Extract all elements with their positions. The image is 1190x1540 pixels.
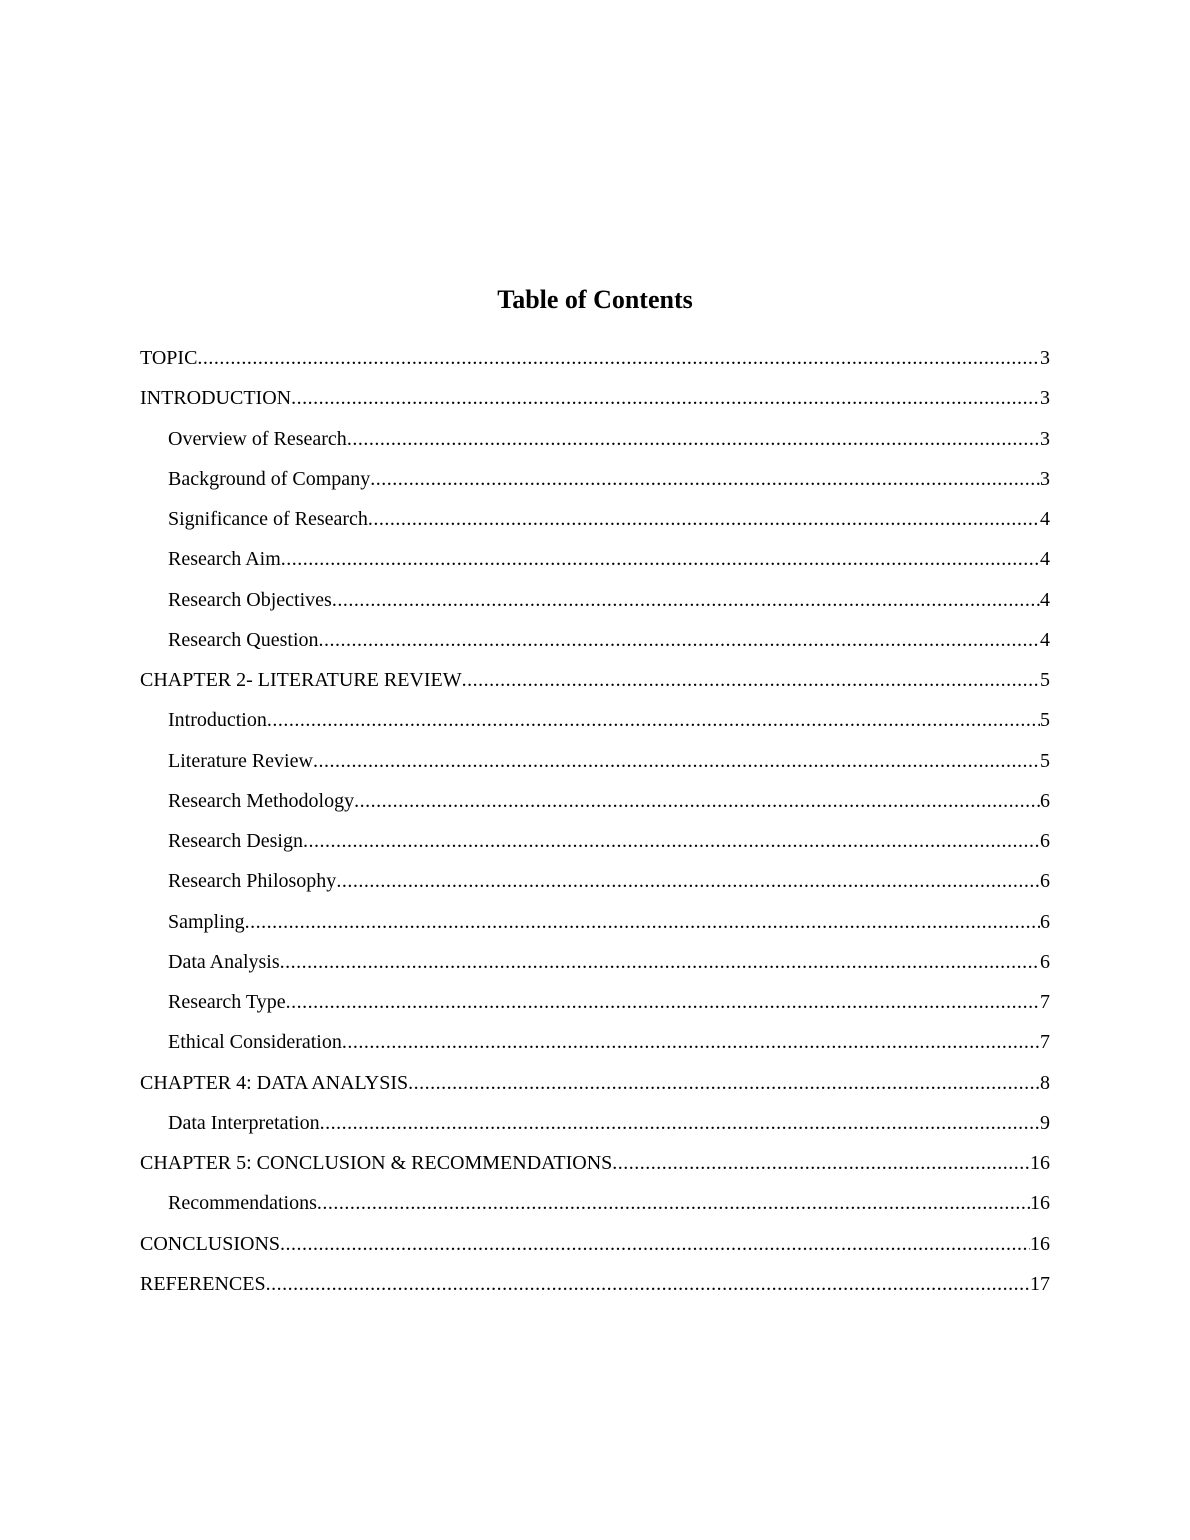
toc-dot-leader: [280, 1224, 1030, 1264]
toc-entry-label: Data Analysis: [168, 950, 280, 973]
toc-entry-page-number: 5: [1040, 749, 1050, 772]
toc-entry-page-number: 7: [1040, 991, 1050, 1013]
toc-entry[interactable]: [140, 821, 1050, 861]
toc-entry-page-number: 16: [1030, 1192, 1050, 1215]
toc-entry-label: Research Question: [168, 628, 319, 651]
toc-entry-page-number: 16: [1030, 1152, 1050, 1174]
toc-dot-leader: [354, 781, 1040, 821]
toc-dot-leader: [320, 1103, 1040, 1143]
toc-list: [140, 338, 1050, 1304]
toc-entry-page-number: 3: [1040, 467, 1050, 490]
toc-dot-leader: [291, 378, 1040, 418]
toc-dot-leader: [281, 539, 1040, 579]
toc-entry[interactable]: [140, 620, 1050, 660]
toc-entry[interactable]: [140, 499, 1050, 539]
toc-dot-leader: [347, 419, 1040, 459]
toc-entry-page-number: 6: [1040, 789, 1050, 812]
toc-entry-label: Research Objectives: [168, 588, 332, 611]
toc-entry-label: Research Methodology: [168, 789, 355, 812]
toc-entry-label: Overview of Research: [168, 427, 347, 450]
toc-entry[interactable]: [140, 902, 1050, 942]
toc-entry-page-number: 17: [1030, 1272, 1050, 1295]
toc-dot-leader: [266, 1264, 1030, 1304]
toc-dot-leader: [612, 1143, 1030, 1183]
toc-dot-leader: [408, 1063, 1040, 1103]
toc-entry-label: Significance of Research: [168, 508, 368, 530]
toc-entry-label: CHAPTER 5: CONCLUSION & RECOMMENDATIONS: [140, 1152, 613, 1174]
toc-dot-leader: [313, 741, 1040, 781]
toc-entry[interactable]: [140, 781, 1050, 821]
toc-dot-leader: [267, 700, 1040, 740]
toc-entry-page-number: 6: [1040, 870, 1050, 893]
toc-entry[interactable]: [140, 861, 1050, 901]
toc-entry[interactable]: [140, 660, 1050, 700]
toc-entry[interactable]: [140, 982, 1050, 1022]
toc-entry-page-number: 6: [1040, 950, 1050, 973]
toc-dot-leader: [462, 660, 1040, 700]
toc-entry[interactable]: [140, 459, 1050, 499]
toc-entry[interactable]: [140, 1063, 1050, 1103]
toc-entry-page-number: 5: [1040, 709, 1050, 732]
toc-dot-leader: [303, 821, 1040, 861]
toc-entry[interactable]: [140, 942, 1050, 982]
toc-entry[interactable]: [140, 580, 1050, 620]
toc-entry-label: Sampling: [168, 910, 245, 933]
toc-entry[interactable]: [140, 338, 1050, 378]
toc-dot-leader: [245, 902, 1040, 942]
toc-entry[interactable]: [140, 1224, 1050, 1264]
toc-entry-label: Research Philosophy: [168, 870, 337, 893]
toc-entry-page-number: 6: [1040, 910, 1050, 933]
toc-entry-page-number: 5: [1040, 669, 1050, 691]
toc-entry-page-number: 7: [1040, 1031, 1050, 1054]
toc-entry-label: Recommendations: [168, 1192, 317, 1215]
toc-entry-page-number: 4: [1040, 628, 1050, 651]
toc-entry[interactable]: [140, 741, 1050, 781]
toc-entry[interactable]: [140, 1022, 1050, 1062]
toc-entry[interactable]: [140, 1183, 1050, 1223]
toc-entry-page-number: 3: [1040, 387, 1050, 410]
toc-entry-label: CONCLUSIONS: [140, 1232, 281, 1255]
toc-entry[interactable]: [140, 1143, 1050, 1183]
toc-entry-label: Research Design: [168, 830, 303, 852]
toc-entry-label: Introduction: [168, 709, 267, 732]
toc-dot-leader: [197, 338, 1040, 378]
toc-dot-leader: [332, 580, 1040, 620]
toc-title: Table of Contents: [497, 285, 693, 314]
toc-entry-page-number: 4: [1040, 548, 1050, 571]
toc-entry-page-number: 6: [1040, 830, 1050, 852]
toc-entry-page-number: 4: [1040, 508, 1050, 530]
toc-entry-label: Research Type: [168, 991, 286, 1013]
toc-dot-leader: [342, 1022, 1040, 1062]
toc-entry-page-number: 4: [1040, 588, 1050, 611]
toc-entry-label: Research Aim: [168, 548, 281, 571]
toc-dot-leader: [336, 861, 1040, 901]
toc-entry-label: Background of Company: [168, 467, 371, 490]
toc-entry[interactable]: [140, 1103, 1050, 1143]
toc-entry-label: CHAPTER 2- LITERATURE REVIEW: [140, 669, 462, 691]
toc-dot-leader: [280, 942, 1040, 982]
toc-entry-label: CHAPTER 4: DATA ANALYSIS: [140, 1071, 409, 1094]
toc-entry-page-number: 8: [1040, 1071, 1050, 1094]
toc-entry-label: TOPIC: [140, 347, 198, 369]
toc-dot-leader: [286, 982, 1040, 1022]
toc-entry-label: REFERENCES: [140, 1272, 266, 1295]
toc-entry-label: Literature Review: [168, 749, 313, 772]
toc-dot-leader: [370, 459, 1040, 499]
toc-entry-page-number: 9: [1040, 1111, 1050, 1134]
toc-dot-leader: [368, 499, 1040, 539]
toc-entry[interactable]: [140, 378, 1050, 418]
toc-entry[interactable]: [140, 700, 1050, 740]
toc-entry-label: Ethical Consideration: [168, 1031, 342, 1054]
toc-entry[interactable]: [140, 419, 1050, 459]
toc-dot-leader: [317, 1183, 1030, 1223]
toc-entry[interactable]: [140, 1264, 1050, 1304]
toc-entry-page-number: 3: [1040, 427, 1050, 450]
toc-entry-page-number: 16: [1030, 1232, 1050, 1255]
toc-dot-leader: [319, 620, 1040, 660]
toc-entry[interactable]: [140, 539, 1050, 579]
toc-entry-label: Data Interpretation: [168, 1111, 320, 1134]
toc-entry-page-number: 3: [1040, 347, 1050, 369]
toc-entry-label: INTRODUCTION: [140, 387, 292, 410]
